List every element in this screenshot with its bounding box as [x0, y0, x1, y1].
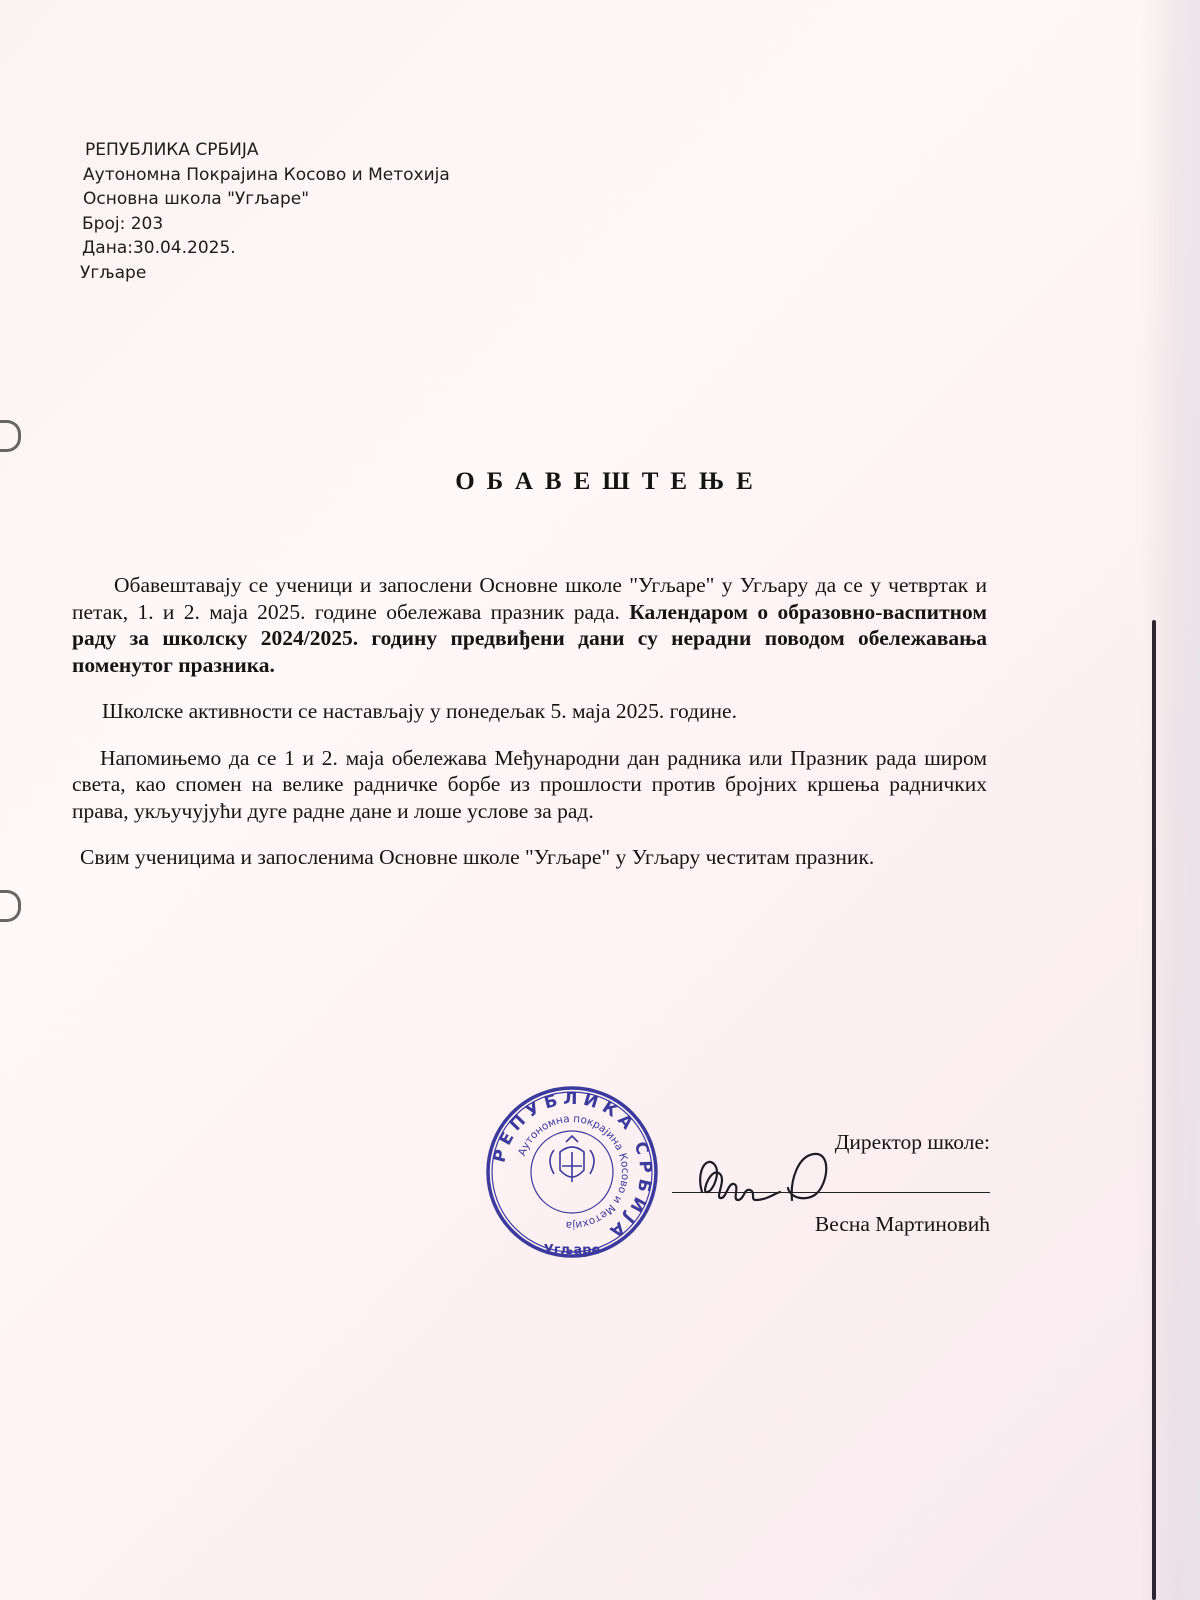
header-country: РЕПУБЛИКА СРБИЈА: [85, 140, 259, 160]
paragraph-1: [72, 572, 987, 678]
paragraph-3: Напомињемо да се 1 и 2. маја обележава Међународни дан радника или Празник рада широм света, као спомен на велике радничке борбе из прошлости против бројних кршења радничких права, укључујући дуге радне дане и лоше услове за рад.: [72, 745, 987, 823]
signature-role: Директор школе:: [834, 1130, 990, 1154]
stamp-inner-text: Аутономна покрајина Косово и Метохија: [515, 1112, 632, 1232]
paragraph-4: Свим ученицима и запосленима Основне школе "Угљаре" у Угљару честитам празник.: [80, 845, 875, 869]
header-place: Угљаре: [80, 262, 147, 283]
document-body: [72, 572, 987, 871]
document-title: ОБАВЕШТЕЊЕ: [455, 468, 765, 495]
stamp-outer-text: РЕПУБЛИКА СРБИЈА: [489, 1088, 656, 1245]
handwritten-signature: [660, 1134, 870, 1224]
paragraph-1-text: Обавештавају се ученици и запослени Основне школе "Угљаре" у Угљару да се у четвртак и петак, 1. и 2. маја 2025. године обележава празник рада.: [72, 573, 987, 624]
header-date: Дана:30.04.2025.: [82, 238, 236, 258]
coat-of-arms-icon: [550, 1136, 594, 1182]
page-edge: [1152, 620, 1156, 1600]
header-province: Аутономна Покрајина Косово и Метохија: [83, 164, 450, 185]
stamp-place-text: Угљаре: [543, 1243, 601, 1258]
paragraph-2: Школске активности се настављају у понедељак 5. маја 2025. године.: [102, 699, 737, 723]
paragraph-1-bold: Календаром о образовно-васпитном раду за школску 2024/2025. годину предвиђени дани су нерадни поводом обележавања поменутог празника.: [72, 599, 988, 677]
page-shadow: [1140, 0, 1200, 1600]
signature-line: [672, 1192, 990, 1193]
signature-name: Весна Мартиновић: [814, 1212, 990, 1236]
official-stamp: [482, 1082, 662, 1262]
header-number: Број: 203: [82, 213, 164, 234]
document-header: [80, 138, 450, 285]
header-school: Основна школа "Угљаре": [83, 189, 310, 209]
binder-ring: [0, 420, 21, 452]
binder-ring: [0, 890, 21, 922]
